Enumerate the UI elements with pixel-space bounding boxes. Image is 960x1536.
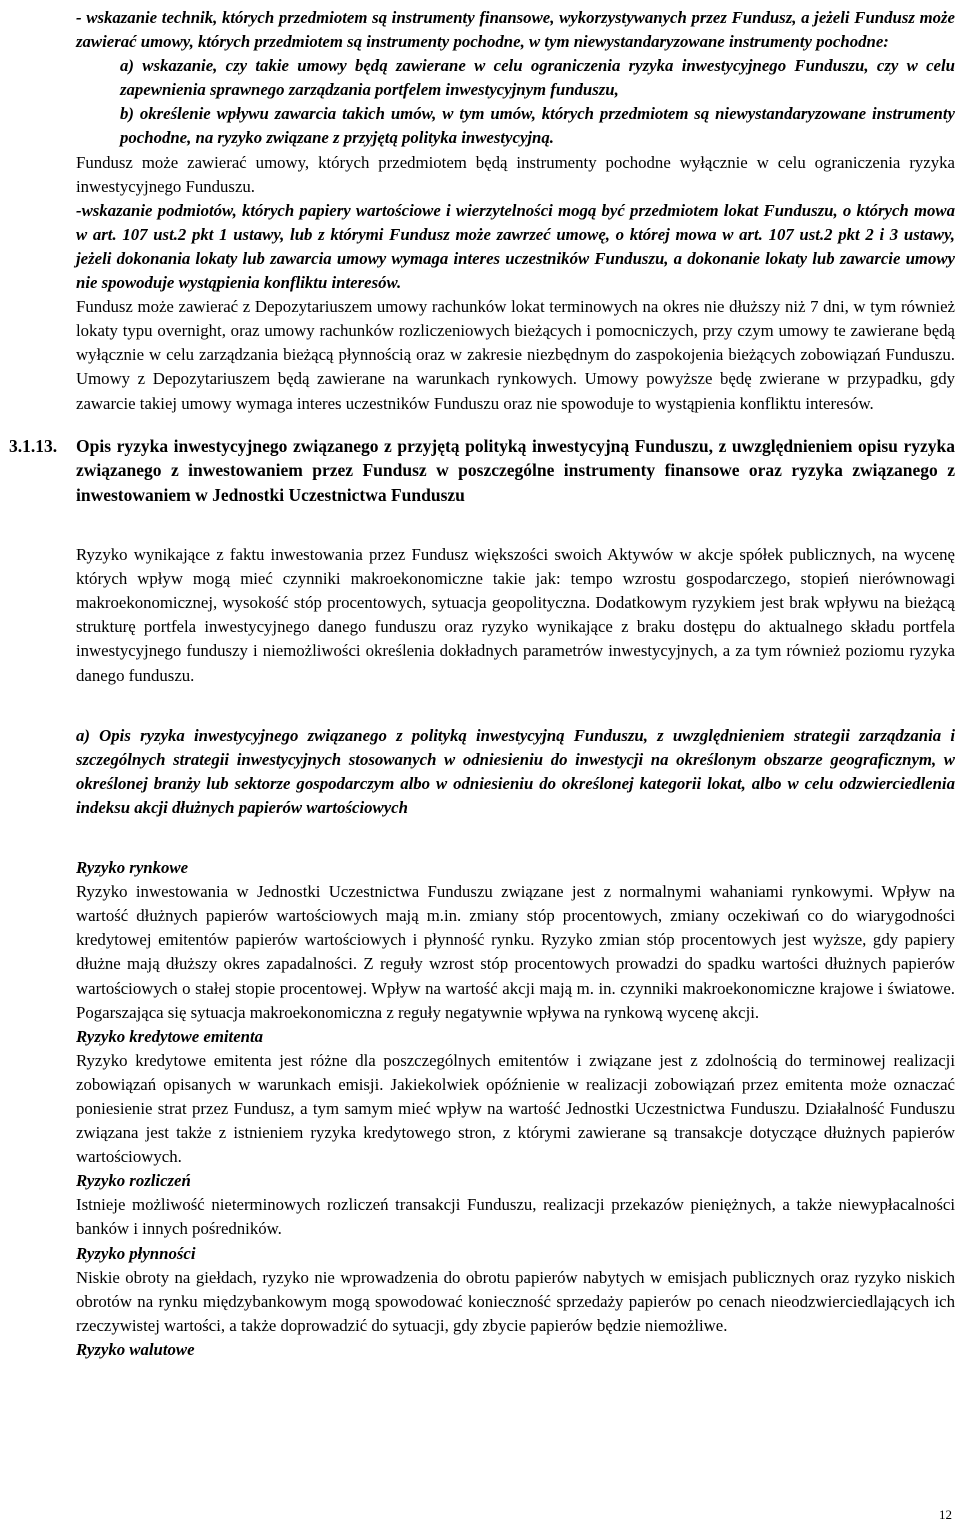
section-number: 3.1.13. [9,435,58,456]
risk-settlement [76,1169,955,1241]
paragraph-techniques: - wskazanie technik, których przedmiotem są instrumenty finansowe, wykorzystywanych przez Fundusz, a jeżeli Fundusz może zawierać umowy, których przedmiotem są instrumenty pochodne, w tym niewystandaryzowane instrumenty pochodne: [76,8,955,52]
risk-liquidity [76,1242,955,1338]
risk-credit [76,1025,955,1170]
paragraph-depositary: Fundusz może zawierać z Depozytariuszem umowy rachunków lokat terminowych na okres nie dłuższy niż 7 dni, w tym również lokaty typu overnight, oraz umowy rachunków rozliczeniowych bieżących i pomocniczych, przy czym umowy te zawierane będą wyłącznie w celu zarządzania bieżącą płynnością oraz w zakresie niezbędnym do zaspokojenia bieżących zobowiązań Funduszu. Umowy z Depozytariuszem będą zawierane na warunkach rynkowych. Umowy powyższe będę zwierane w przypadku, gdy zawarcie takiej umowy wymaga interes uczestników Funduszu oraz nie spowoduje to wystąpienia konfliktu interesów. [76,297,955,413]
risk-heading: Ryzyko kredytowe emitenta [76,1026,264,1046]
risk-text: Niskie obroty na giełdach, ryzyko nie wprowadzenia do obrotu papierów nabytych w emisjach publicznych oraz ryzyko niskich obrotów na rynku międzybankowym mogą spowodować konieczność sprzedaży papierów po cenach nieodzwierciedlających ich rzeczywistej wartości, a także doprowadzić do sytuacji, gdy zbycie papierów będzie niemożliwe. [76,1267,955,1335]
page-number: 12 [939,1507,952,1522]
risk-heading: Ryzyko walutowe [76,1339,195,1359]
risk-market [76,856,955,1025]
list-item-a: a) wskazanie, czy takie umowy będą zawierane w celu ograniczenia ryzyka inwestycyjnego Funduszu, czy w celu zapewnienia sprawnego zarządzania portfelem inwestycyjnym funduszu, [120,56,955,100]
subheading-a: a) Opis ryzyka inwestycyjnego związanego z polityką inwestycyjną Funduszu, z uwzględnieniem strategii zarządzania i szczególnych strategii inwestycyjnych stosowanych w odniesieniu do inwestycji na określonym obszarze geograficznym, w określonej branży lub sektorze gospodarczym albo w odniesieniu do określonej kategorii lokat, albo w celu odzwierciedlenia indeksu akcji dłużnych papierów wartościowych [76,725,955,817]
risk-text: Istnieje możliwość nieterminowych rozliczeń transakcji Funduszu, realizacji przekazów pieniężnych, a także niewypłacalności banków i innych pośredników. [76,1195,955,1239]
section-intro: Ryzyko wynikające z faktu inwestowania przez Fundusz większości swoich Aktywów w akcje spółek publicznych, na wycenę których wpływ mogą mieć czynniki makroekonomiczne takie jak: tempo wzrostu gospodarczego, stopień nierównowagi makroekonomicznej, wysokość stóp procentowych, sytuacja geopolityczna. Dodatkowym ryzykiem jest brak wpływu na bieżącą strukturę portfela inwestycyjnego danego funduszu oraz ryzyko wynikające z braku dostępu do aktualnego składu portfela inwestycyjnego funduszy i niemożliwości określenia dokładnych parametrów inwestycyjnych, a za tym również poziomu ryzyka danego funduszu. [76,545,955,685]
risk-currency [76,1338,955,1362]
list-item-b: b) określenie wpływu zawarcia takich umów, w tym umów, których przedmiotem są niewystandaryzowane instrumenty pochodne, na ryzyko związane z przyjętą polityka inwestycyjną. [120,104,955,148]
paragraph-derivatives: Fundusz może zawierać umowy, których przedmiotem będą instrumenty pochodne wyłącznie w celu ograniczenia ryzyka inwestycyjnego Funduszu. [76,152,955,196]
risk-text: Ryzyko inwestowania w Jednostki Uczestnictwa Funduszu związane jest z normalnymi wahaniami rynkowymi. Wpływ na wartość dłużnych papierów wartościowych mają m.in. zmiany stóp procentowych, zmiany oczekiwań co do wiarygodności kredytowej emitentów papierów wartościowych i płynność rynku. Ryzyko zmian stóp procentowych jest wyższe, gdy papiery dłużne mają dłuższy okres zapadalności. Z reguły wzrost stóp procentowych prowadzi do spadku wartości dłużnych papierów wartościowych o stałej stopie procentowej. Wpływ na wartość akcji mają m. in. czynniki makroekonomiczne krajowe i światowe. Pogarszająca się sytuacja makroekonomiczna z reguły negatywnie wpływa na rynkową wycenę akcji. [76,882,955,1022]
risk-heading: Ryzyko płynności [76,1243,196,1263]
paragraph-entities: -wskazanie podmiotów, których papiery wartościowe i wierzytelności mogą być przedmiotem lokat Funduszu, o których mowa w art. 107 ust.2 pkt 1 ustawy, lub z którymi Fundusz może zawrzeć umowę, o której mowa w art. 107 ust.2 pkt 2 i 3 ustawy, jeżeli dokonania lokaty lub zawarcia umowy wymaga interes uczestników Funduszu, a dokonanie lokaty lub zawarcie umowy nie spowoduje wystąpienia konfliktu interesów. [76,200,955,293]
risk-heading: Ryzyko rozliczeń [76,1171,191,1191]
section-heading [9,434,955,508]
document-page [9,6,955,1362]
section-title: Opis ryzyka inwestycyjnego związanego z przyjętą polityką inwestycyjną Funduszu, z uwzględnieniem opisu ryzyka związanego z inwestowaniem przez Fundusz w poszczególne instrumenty finansowe oraz ryzyka związanego z inwestowaniem w Jednostki Uczestnictwa Funduszu [76,435,955,505]
risk-text: Ryzyko kredytowe emitenta jest różne dla poszczególnych emitentów i związane jest z zdolnością do terminowej realizacji zobowiązań opisanych w warunkach emisji. Jakiekolwiek opóźnienie w realizacji zobowiązań przez emitenta może oznaczać poniesienie strat przez Fundusz, a tym samym mieć wpływ na wartość Jednostki Uczestnictwa Funduszu. Działalność Funduszu związana jest także z istnieniem ryzyka kredytowego stron, z którymi zawierane są transakcje dotyczące dłużnych papierów wartościowych. [76,1050,955,1167]
risk-heading: Ryzyko rynkowe [76,858,189,878]
